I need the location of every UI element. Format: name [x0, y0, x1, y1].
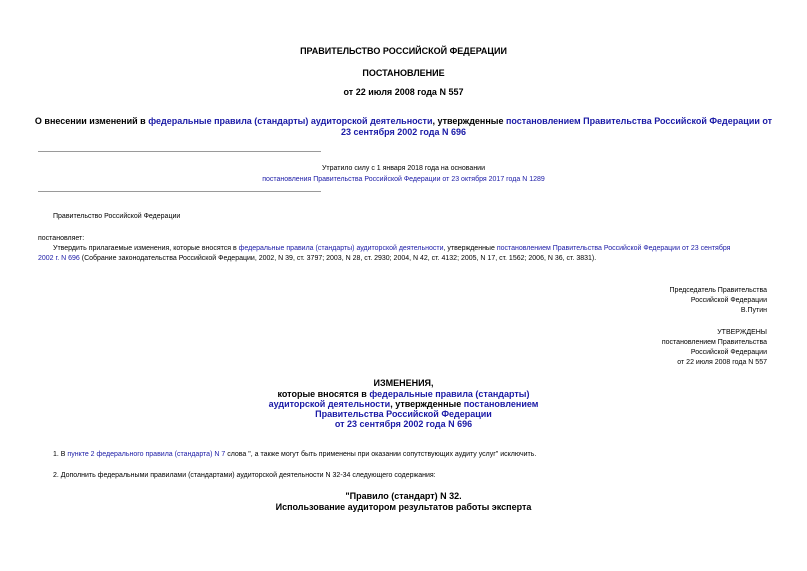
changes-link-date[interactable]: от 23 сентября 2002 года N 696 — [334, 419, 473, 429]
divider — [38, 151, 321, 152]
paragraph-text: Утвердить прилагаемые изменения, которые вносятся в — [53, 245, 239, 252]
paragraph-link-decree[interactable]: постановлением Правительства Российской Федерации от 23 сентября — [496, 245, 731, 252]
paragraph-text: (Собрание законодательства Российской Федерации, 2002, N 39, ст. 3797; 2003, N 28, ст. 2930; 2004, N 42, ст. 4132; 2005, N 17, ст. 1562; 2006, N 36, ст. 3831). — [79, 255, 597, 262]
title-text: О внесении изменений в — [34, 116, 149, 126]
changes-line2 — [0, 389, 807, 399]
paragraph-text: , утвержденные — [443, 245, 497, 252]
changes-link-rules-cont[interactable]: аудиторской деятельности — [268, 399, 391, 409]
paragraph-1-line1 — [53, 245, 730, 252]
changes-text: которые вносятся в — [277, 389, 370, 399]
signature-name: В.Путин — [740, 307, 767, 314]
approved-by: постановлением Правительства — [661, 339, 767, 346]
changes-title: ИЗМЕНЕНИЯ, — [373, 378, 434, 388]
document-title-line1 — [0, 116, 807, 126]
document-type: ПОСТАНОВЛЕНИЕ — [362, 68, 445, 78]
approved-country: Российской Федерации — [690, 349, 767, 356]
signature-title: Председатель Правительства — [669, 287, 767, 294]
item-text: 1. В — [53, 451, 68, 458]
changes-line3 — [0, 399, 807, 409]
item-1-link[interactable]: пункте 2 федерального правила (стандарта) N 7 — [67, 451, 226, 458]
paragraph-link-decree-number[interactable]: 2002 г. N 696 — [38, 255, 80, 262]
government-label: Правительство Российской Федерации — [53, 213, 181, 220]
paragraph-link-rules[interactable]: федеральные правила (стандарты) аудиторской деятельности — [238, 245, 444, 252]
item-text: слова ", а также могут быть применены при оказании сопутствующих аудиту услуг" исключить. — [225, 451, 537, 458]
approved-heading: УТВЕРЖДЕНЫ — [717, 329, 767, 336]
changes-link-rules[interactable]: федеральные правила (стандарты) — [369, 389, 530, 399]
repeal-notice: Утратило силу с 1 января 2018 года на основании — [321, 165, 486, 172]
decrees-label: постановляет: — [38, 235, 85, 242]
changes-link-government[interactable]: Правительства Российской Федерации — [315, 409, 492, 419]
repeal-notice-link[interactable]: постановления Правительства Российской Федерации от 23 октября 2017 года N 1289 — [262, 176, 545, 183]
divider — [38, 191, 321, 192]
title-link-rules[interactable]: федеральные правила (стандарты) аудиторской деятельности — [148, 116, 433, 126]
item-1 — [53, 451, 536, 458]
title-link-decree[interactable]: постановлением Правительства Российской Федерации от — [505, 116, 773, 126]
changes-text: , утвержденные — [390, 399, 464, 409]
approved-date: от 22 июля 2008 года N 557 — [677, 359, 767, 366]
changes-link-decree[interactable]: постановлением — [463, 399, 539, 409]
item-2: 2. Дополнить федеральными правилами (стандартами) аудиторской деятельности N 32-34 следующего содержания: — [53, 472, 436, 479]
document-date: от 22 июля 2008 года N 557 — [343, 87, 464, 97]
rule-title: "Правило (стандарт) N 32. — [345, 491, 462, 501]
government-header: ПРАВИТЕЛЬСТВО РОССИЙСКОЙ ФЕДЕРАЦИИ — [300, 46, 507, 56]
rule-subtitle: Использование аудитором результатов работы эксперта — [275, 502, 532, 512]
paragraph-1-line2 — [38, 255, 596, 262]
title-link-decree-date[interactable]: 23 сентября 2002 года N 696 — [340, 127, 467, 137]
title-text: , утвержденные — [432, 116, 506, 126]
signature-country: Российской Федерации — [690, 297, 767, 304]
